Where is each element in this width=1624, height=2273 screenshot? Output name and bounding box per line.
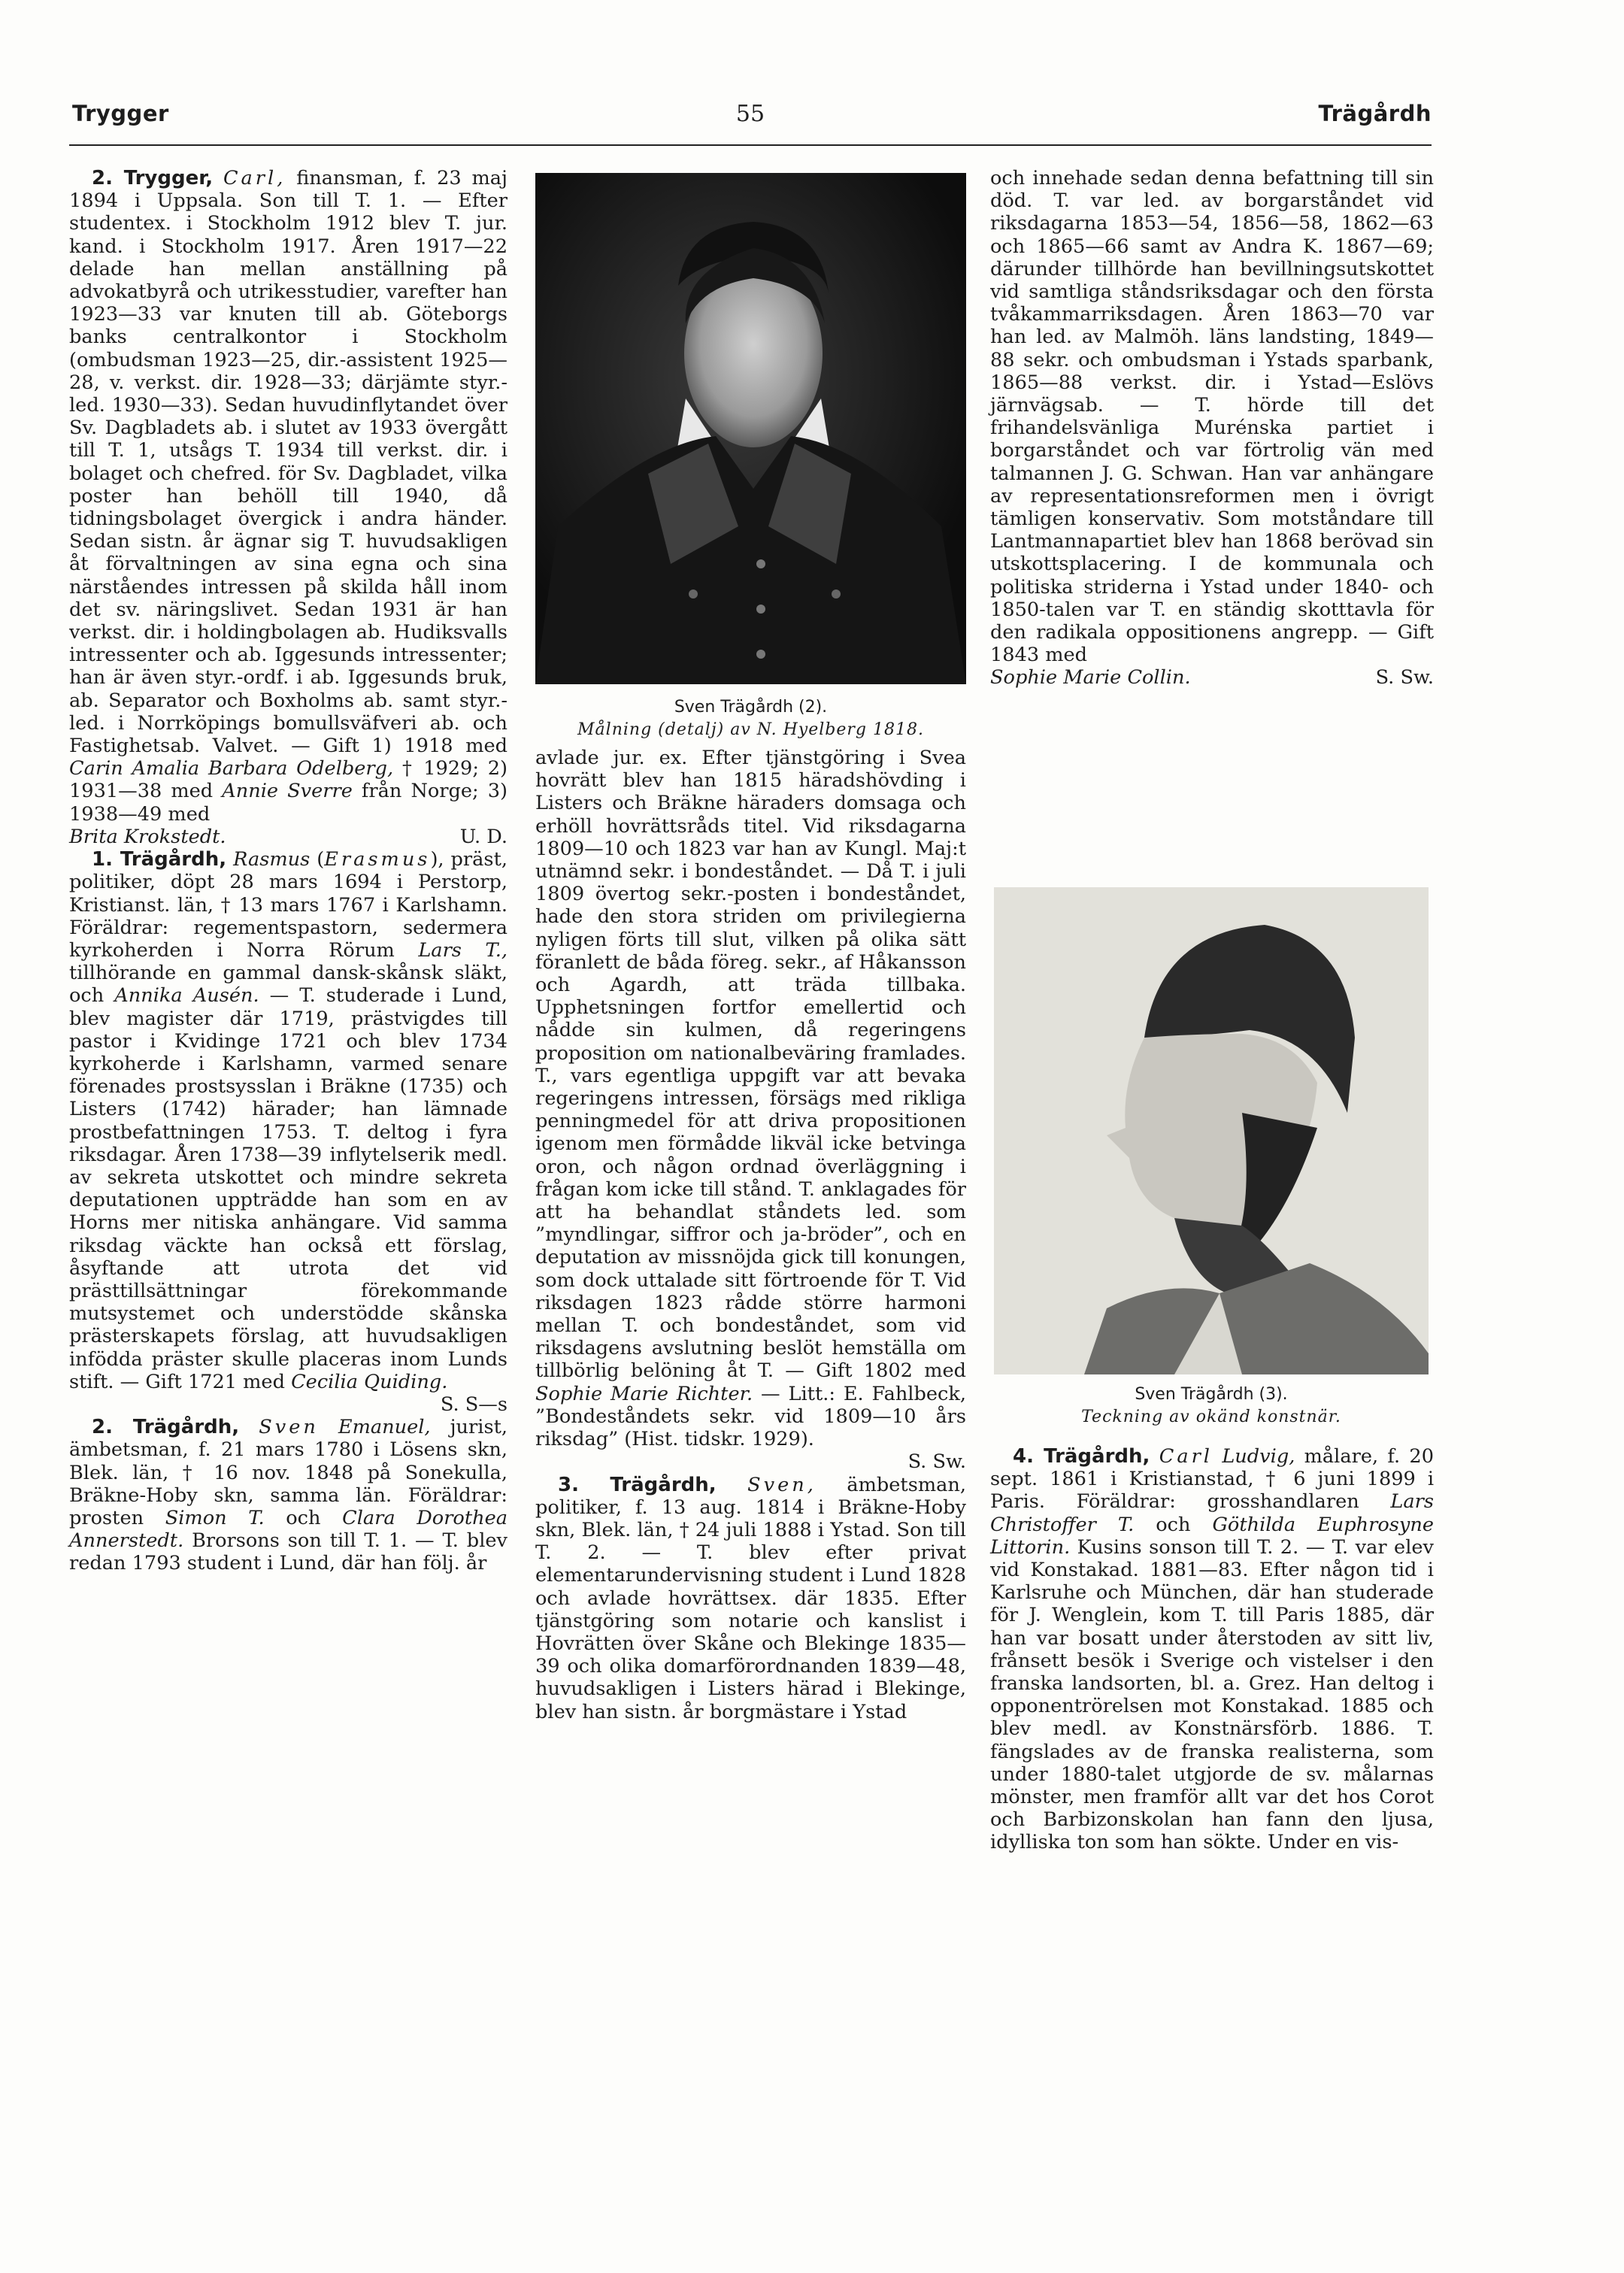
- entry-name: Rasmus: [233, 848, 311, 871]
- entry-heading: 2. Trägårdh,: [92, 1416, 240, 1439]
- running-head-left: Trygger: [72, 101, 169, 126]
- portrait-drawing: [994, 887, 1429, 1374]
- entry-italic: Clara Dorothea Annerstedt.: [69, 1506, 508, 1553]
- entry-text: — Litt.: E. Fahlbeck, ”Bondeståndets sekr. vid 1809—10 års riksdag” (Hist. tidskr. 1929).: [535, 1382, 966, 1451]
- running-header: [69, 101, 1432, 143]
- figure-caption-title: Sven Trägårdh (3).: [1135, 1385, 1288, 1404]
- entry-signature-row: [990, 666, 1434, 689]
- entry-tragardh-3: [535, 1474, 966, 1723]
- author-signature: S. Sw.: [907, 1450, 966, 1474]
- entry-trygger-2: [69, 167, 508, 826]
- figure-caption-1: [535, 696, 966, 741]
- entry-tragardh-3-continued: [990, 167, 1434, 666]
- entry-name: Sven,: [747, 1473, 817, 1496]
- entry-text: avlade jur. ex. Efter tjänstgöring i Svea hovrätt blev han 1815 häradshövding i Listers och Bräkne häraders domsaga och erhöll hovrättsråds titel. Vid riksdagarna 1809—10 och 1823 var han av Kungl. Maj:t utnämnd sekr. i bondeståndet. — Då T. i juli 1809 övertog sekr.-posten i bondeståndet, hade den stora striden om privilegierna nyligen förts till slut, vilken på olika sätt föranlett de båda föreg. sekr., af Håkansson och Agardh, att träda tillbaka. Upphetsningen fortfor emellertid och nådde sin kulmen, då regeringens proposition om nationalbeväring framlades. T., vars egentliga uppgift var att bevaka regeringens intressen, försägs med rikliga penningmedel för att driva propositionen igenom men förmådde likväl icke betvinga oron, och någon ordnad överläggning i frågan kom icke till stånd. T. anklagades för att ha behandlat ståndets led. som ”myndlingar, siffror och ja-bröder”, och en deputation av missnöjda gick till konungen, som dock uttalade sitt förtroende för T. Vid riksdagen 1823 rådde större harmoni mellan T. och bondeståndet, som vid riksdagens avslutning beslöt hemställa om tillbörlig belöning åt T. — Gift 1802 med: [535, 747, 966, 1383]
- entry-text: finansman, f. 23 maj 1894 i Uppsala. Son till T. 1. — Efter studentex. i Stockholm 1912 blev T. jur. kand. i Stockholm 1917. Åren 1917—22 delade han mellan anställning på advokatbyrå och utrikesstudier, varefter han 1923—33 var knuten till ab. Göteborgs banks centralkontor i Stockholm (ombudsman 1923—25, dir.-assistent 1925—28, v. verkst. dir. 1928—33; därjämte styr.-led. 1930—33). Sedan huvudinflytandet över Sv. Dagbladets ab. i slutet av 1933 övergått till T. 1, utsågs T. 1934 till verkst. dir. i bolaget och chefred. för Sv. Dagbladet, vilka poster han behöll till 1940, då tidningsbolaget övergick i andra händer. Sedan sistn. år ägnar sig T. huvudsakligen åt förvaltningen av sina egna och sina närståendes intressen på skilda håll inom det sv. näringslivet. Sedan 1931 är han verkst. dir. i holdingbolagen ab. Hudiksvalls intressenter och ab. Iggesunds intressenter; han är även styr.-ordf. i ab. Iggesunds bruk, ab. Separator och Boxholms ab. samt styr.-led. i Norrköpings bomullsväfveri ab. och Fastighetsab. Valvet. — Gift 1) 1918 med: [69, 167, 508, 758]
- entry-italic: Annika Ausén.: [114, 984, 259, 1008]
- entry-text: Kusins sonson till T. 2. — T. var elev vid Konstakad. 1881—83. Efter någon tid i Karlsruhe och München, där han studerade för J. Wenglein, kom T. till Paris 1885, där han var bosatt under återstoden av sitt liv, frånsett besök i Sverige och vistelser i den franska landsorten, bl. a. Grez. Han deltog i opponentrörelsen mot Konstakad. 1885 och blev medl. av Konstnärsförb. 1886. T. fängslades av de franska realisterna, som under 1880-talet utgjorde de sv. målarnas mönster, men framför allt var det hos Corot och Barbizonskolan han fann den ljusa, idylliska ton som han sökte. Under en vis-: [990, 1535, 1434, 1854]
- entry-signature-row: [69, 826, 508, 848]
- entry-text: † 1929; 2) 1931—38 med: [69, 757, 508, 803]
- entry-tragardh-2-continued: [535, 747, 966, 1450]
- portrait-drawing-image: [994, 887, 1429, 1374]
- entry-italic: Simon T.: [165, 1506, 265, 1529]
- author-signature: U. D.: [459, 825, 508, 848]
- portrait-painting: [535, 173, 966, 684]
- entry-italic: Lars Christoffer T.: [990, 1490, 1434, 1536]
- entry-name-alt: Erasmus: [324, 848, 431, 871]
- column-3: [990, 167, 1434, 689]
- entry-italic: Annie Sverre: [222, 780, 353, 803]
- portrait-painting-image: [535, 173, 966, 684]
- entry-text: — T. studerade i Lund, blev magister där 1719, prästvigdes till pastor i Kvidinge 1721 och blev 1734 kyrkoherde i Karlshamn, varmed senare förenades prostsysslan i Bräkne (1735) och Listers (1742) härader; han lämnade prostbefattningen 1753. T. deltog i fyra riksdagar. Åren 1738—39 inflytelserik medl. av sekreta utskottet och mindre sekreta deputationen uppträdde han som en av Horns mer nitiska anhängare. Vid samma riksdag väckte han också ett förslag, åsyftande att utrota det vid prästtillsättningar förekommande mutsystemet och understödde skånska prästerskapets förslag, att huvudsakligen infödda präster skulle placeras inom Lunds stift. — Gift 1721 med: [69, 984, 508, 1393]
- entry-text: jurist, ämbetsman, f. 21 mars 1780 i Lösens skn, Blek. län, † 16 nov. 1848 på Sonekulla, Bräkne-Hoby skn, samma län. Föräldrar: prosten: [69, 1416, 508, 1529]
- column-3-lower: [990, 1445, 1434, 1854]
- entry-text: (: [310, 848, 325, 871]
- entry-italic: Carin Amalia Barbara Odelberg,: [69, 757, 394, 780]
- entry-text: från Norge; 3) 1938—49 med: [69, 780, 508, 826]
- figure-caption-title: Sven Trägårdh (2).: [674, 698, 828, 717]
- entry-name: Carl,: [223, 167, 286, 189]
- author-signature: S. S—s: [440, 1393, 508, 1416]
- entry-italic: Brita Krokstedt.: [69, 825, 226, 848]
- entry-name-rest: Emanuel,: [338, 1416, 431, 1439]
- entry-text: och: [264, 1506, 343, 1529]
- entry-italic: Sophie Marie Richter.: [535, 1382, 753, 1405]
- entry-text: ämbetsman, politiker, f. 13 aug. 1814 i Bräkne-Hoby skn, Blek. län, † 24 juli 1888 i Ystad. Son till T. 2. — T. blev efter privat elementarundervisning student i Lund 1828 och avlade hovrättsex. där 1835. Efter tjänstgöring som notarie och kanslist i Hovrätten över Skåne och Blekinge 1835—39 och olika domarförordnanden 1839—48, huvudsakligen i Listers härad i Blekinge, blev han sistn. år borgmästare i Ystad: [535, 1473, 966, 1723]
- running-head-right: Trägårdh: [1318, 101, 1432, 126]
- entry-tragardh-4: [990, 1445, 1434, 1854]
- entry-text: Brorsons son till T. 1. — T. blev redan 1793 student i Lund, där han följ. år: [69, 1529, 508, 1575]
- column-2: [535, 747, 966, 1723]
- header-rule: [69, 144, 1432, 146]
- entry-text: målare, f. 20 sept. 1861 i Kristianstad, † 6 juni 1899 i Paris. Föräldrar: grosshandlaren: [990, 1445, 1435, 1514]
- entry-heading: 4. Trägårdh,: [1013, 1445, 1150, 1468]
- figure-caption-subtitle: Teckning av okänd konstnär.: [1081, 1408, 1341, 1426]
- entry-text: ), präst, politiker, döpt 28 mars 1694 i Perstorp, Kristianst. län, † 13 mars 1767 i Karlshamn. Föräldrar: regementspastorn, sedermera kyrkoherden i Norra Rörum: [69, 848, 508, 962]
- entry-italic: Lars T.,: [418, 938, 508, 962]
- entry-text: och: [1134, 1513, 1213, 1536]
- entry-heading: 3. Trägårdh,: [558, 1473, 748, 1496]
- entry-tragardh-1: [69, 848, 508, 1393]
- column-1: [69, 167, 508, 1575]
- entry-italic: Cecilia Quiding.: [291, 1370, 448, 1393]
- figure-caption-subtitle: Målning (detalj) av N. Hyelberg 1818.: [577, 720, 924, 739]
- figure-caption-2: [994, 1383, 1429, 1429]
- entry-tragardh-2: [69, 1416, 508, 1574]
- entry-italic: Sophie Marie Collin.: [990, 666, 1191, 689]
- entry-name: Sven: [259, 1416, 319, 1439]
- entry-name-rest: Ludvig,: [1222, 1445, 1295, 1468]
- entry-name: Carl: [1159, 1445, 1213, 1468]
- entry-heading: 1. Trägårdh,: [92, 848, 227, 871]
- entry-italic: Göthilda Euphrosyne Littorin.: [990, 1513, 1434, 1559]
- entry-text: och innehade sedan denna befattning till sin död. T. var led. av borgarståndet vid riksdagarna 1853—54, 1856—58, 1862—63 och 1865—66 samt av Andra K. 1867—69; därunder tillhörde han bevillningsutskottet vid samtliga ståndsriksdagar och den första tvåkammarriksdagen. Åren 1863—70 var han led. av Malmöh. läns landsting, 1849—88 sekr. och ombudsman i Ystads sparbank, 1865—88 verkst. dir. i Ystad—Eslövs järnvägsab. — T. hörde till det frihandelsvänliga Murénska partiet i borgarståndet och var förtrolig vän med talmannen J. G. Schwan. Han var anhängare av representationsreformen men i övrigt tämligen konservativ. Som motståndare till Lantmannapartiet blev han 1868 berövad sin utskottsplacering. I de kommunala och politiska striderna i Ystad under 1840- och 1850-talen var T. en ständig skotttavla för den radikala oppositionens angrepp. — Gift 1843 med: [990, 167, 1434, 667]
- author-signature: S. Sw.: [1375, 666, 1434, 689]
- entry-heading: 2. Trygger,: [92, 167, 214, 189]
- page-number: 55: [735, 101, 765, 127]
- entry-text: tillhörande en gammal dansk-skånsk släkt, och: [69, 962, 508, 1008]
